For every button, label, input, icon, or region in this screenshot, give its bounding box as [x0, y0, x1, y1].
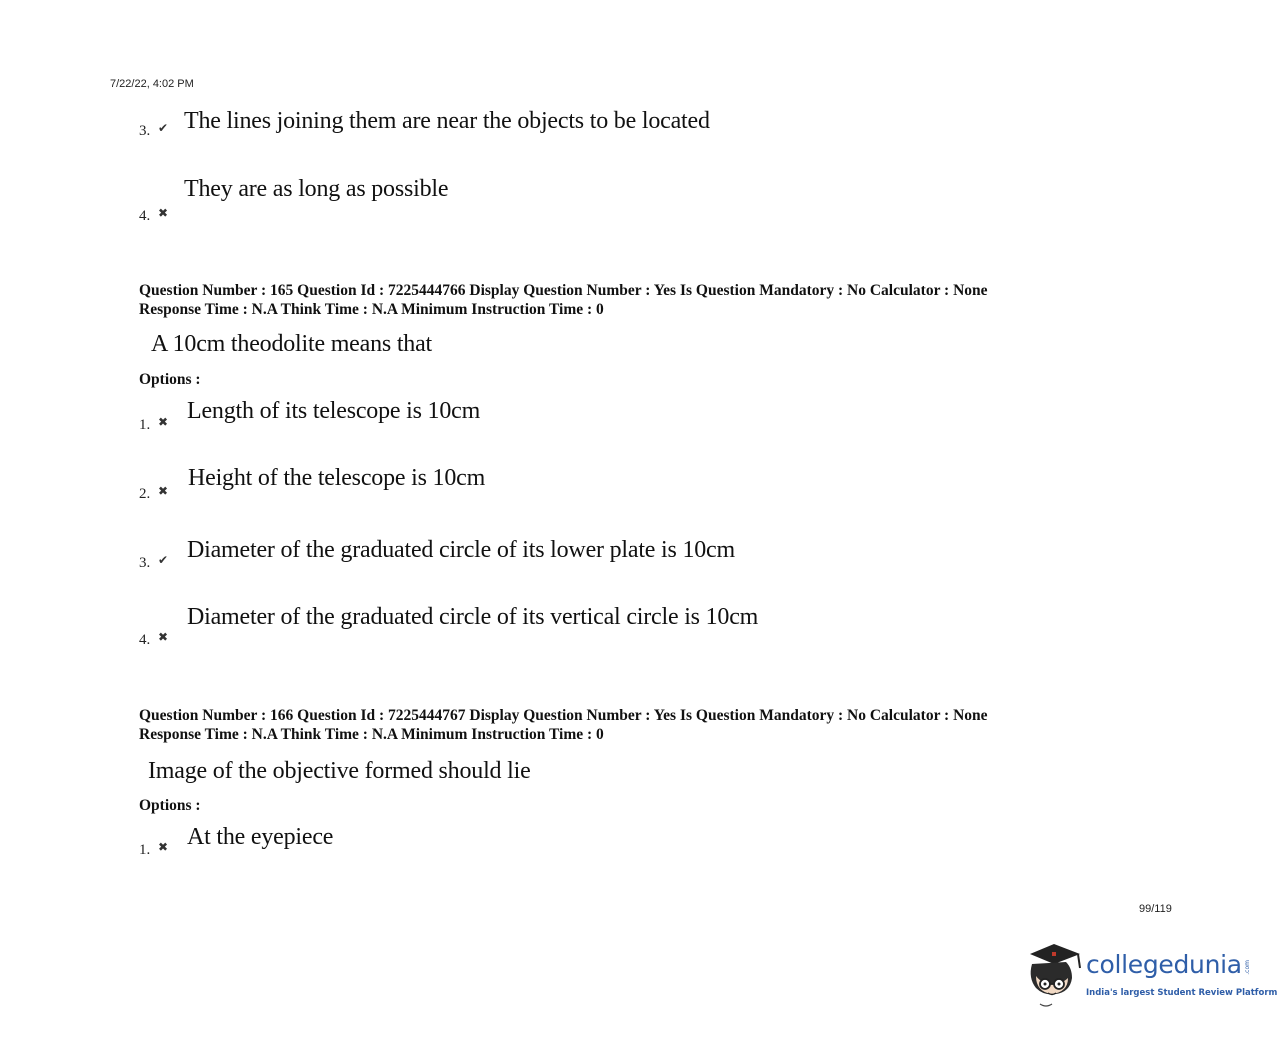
- option-text: Diameter of the graduated circle of its vertical circle is 10cm: [187, 604, 759, 630]
- graduate-mascot-icon: [1022, 938, 1086, 1010]
- option-text: Length of its telescope is 10cm: [187, 398, 481, 424]
- option-number: 1.: [139, 417, 151, 433]
- question-meta-line-2: Response Time : N.A Think Time : N.A Minimum Instruction Time : 0: [139, 726, 604, 743]
- question-meta-line-1: Question Number : 165 Question Id : 7225444766 Display Question Number : Yes Is Question Mandatory : No Calculator : None: [139, 282, 988, 299]
- option-4: [139, 604, 839, 654]
- question-meta-line-1: Question Number : 166 Question Id : 7225444767 Display Question Number : Yes Is Question Mandatory : No Calculator : None: [139, 707, 988, 724]
- logo-wordmark: collegedunia: [1086, 950, 1242, 979]
- option-number: 1.: [139, 842, 151, 858]
- wrong-cross-icon: ✖: [158, 206, 169, 220]
- option-number: 4.: [139, 208, 151, 224]
- logo-tagline: India's largest Student Review Platform: [1086, 988, 1278, 998]
- wrong-cross-icon: ✖: [158, 484, 169, 498]
- options-label: Options :: [139, 797, 201, 814]
- prev-option-4: [139, 176, 839, 226]
- option-1: [139, 824, 839, 864]
- option-number: 2.: [139, 486, 151, 502]
- options-label: Options :: [139, 371, 201, 388]
- option-number: 3.: [139, 555, 151, 571]
- print-timestamp: 7/22/22, 4:02 PM: [110, 78, 194, 90]
- question-meta-line-2: Response Time : N.A Think Time : N.A Minimum Instruction Time : 0: [139, 301, 604, 318]
- question-text: A 10cm theodolite means that: [151, 331, 433, 357]
- wrong-cross-icon: ✖: [158, 840, 169, 854]
- option-3: [139, 537, 839, 577]
- option-text: The lines joining them are near the objects to be located: [184, 108, 710, 134]
- wrong-cross-icon: ✖: [158, 630, 169, 644]
- question-text: Image of the objective formed should lie: [148, 758, 531, 784]
- option-text: They are as long as possible: [184, 176, 449, 202]
- option-text: At the eyepiece: [187, 824, 334, 850]
- option-2: [139, 465, 839, 505]
- wrong-cross-icon: ✖: [158, 415, 169, 429]
- correct-check-icon: ✔: [158, 121, 169, 135]
- correct-check-icon: ✔: [158, 553, 169, 567]
- option-text: Height of the telescope is 10cm: [188, 465, 486, 491]
- page-number: 99/119: [1139, 903, 1172, 915]
- logo-domain: .com: [1244, 960, 1251, 975]
- option-text: Diameter of the graduated circle of its lower plate is 10cm: [187, 537, 735, 563]
- option-number: 3.: [139, 123, 151, 139]
- collegedunia-logo: [1022, 938, 1278, 1010]
- option-1: [139, 398, 839, 438]
- prev-option-3: [139, 108, 839, 144]
- option-number: 4.: [139, 632, 151, 648]
